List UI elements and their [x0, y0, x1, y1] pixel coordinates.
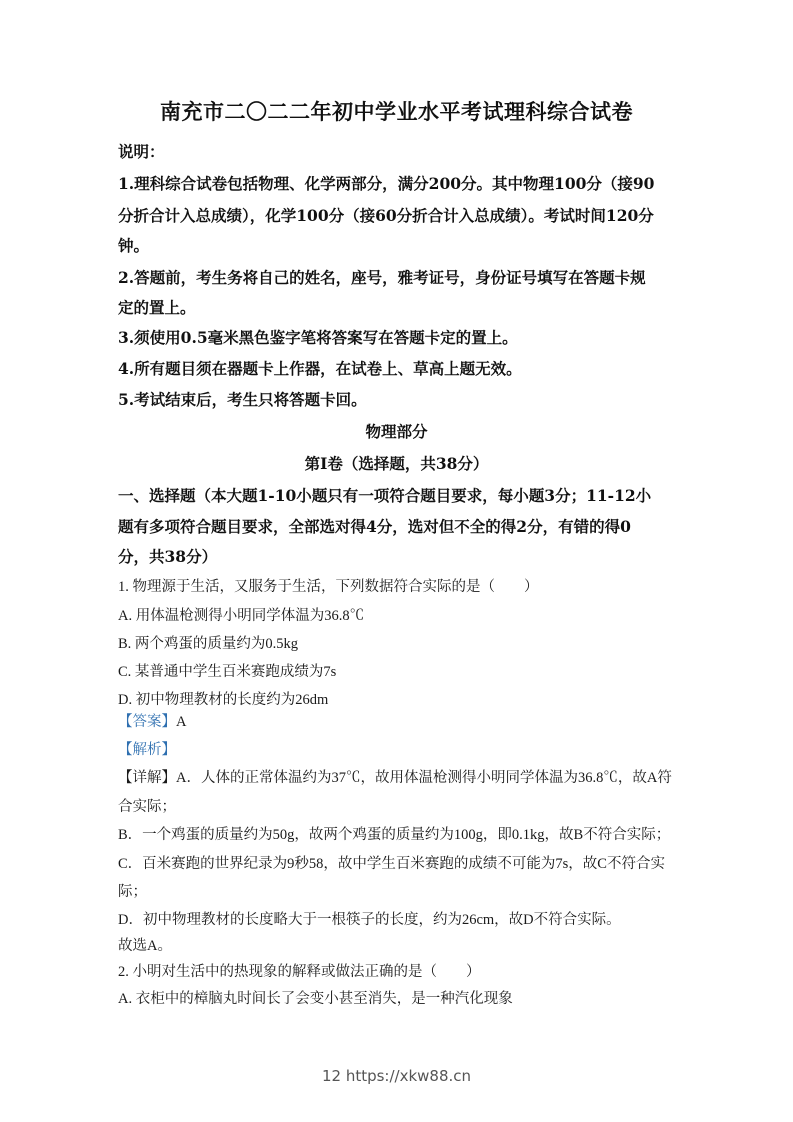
- instruction-line: 定的置上。: [118, 298, 196, 317]
- page-title: 南充市二〇二二年初中学业水平考试理科综合试卷: [160, 99, 633, 124]
- analysis-tag: 【解析】: [118, 742, 176, 758]
- question-1-option-d: D. 初中物理教材的长度约为26dm: [118, 692, 329, 708]
- detail-line: D．初中物理教材的长度略大于一根筷子的长度，约为26cm，故D不符合实际。: [118, 912, 621, 928]
- section-intro-line: 题有多项符合题目要求，全部选对得4分，选对但不全的得2分，有错的得0: [118, 517, 631, 536]
- answer-line: [118, 710, 186, 731]
- question-1-option-b: B. 两个鸡蛋的质量约为0.5kg: [118, 636, 299, 652]
- question-1-stem: 1. 物理源于生活，又服务于生活，下列数据符合实际的是（ ）: [118, 579, 539, 595]
- detail-text: A．人体的正常体温约为37℃，故用体温枪测得小明同学体温为36.8℃，故A符: [176, 770, 672, 786]
- detail-line: C．百米赛跑的世界纪录为9秒58，故中学生百米赛跑的成绩不可能为7s，故C不符合实: [118, 856, 665, 872]
- answer-value: A: [176, 714, 187, 730]
- instructions-heading: 说明：: [118, 142, 165, 161]
- detail-line: [118, 766, 672, 787]
- answer-tag: 【答案】: [118, 714, 176, 730]
- detail-line: B．一个鸡蛋的质量约为50g，故两个鸡蛋的质量约为100g，即0.1kg，故B不符合实际；: [118, 827, 671, 843]
- question-2-stem: 2. 小明对生活中的热现象的解释或做法正确的是（ ）: [118, 964, 481, 980]
- conclusion-line: 故选A。: [118, 938, 172, 954]
- section-title: 物理部分: [365, 422, 428, 441]
- instruction-line: 5.考试结束后，考生只将答题卡回。: [118, 390, 367, 409]
- instruction-line: 钟。: [118, 236, 150, 255]
- question-2-option-a: A. 衣柜中的樟脑丸时间长了会变小甚至消失，是一种汽化现象: [118, 991, 513, 1007]
- question-1-option-a: A. 用体温枪测得小明同学体温为36.8℃: [118, 608, 365, 624]
- analysis-line: [118, 738, 176, 759]
- section-intro-line: 一、选择题（本大题1-10小题只有一项符合题目要求，每小题3分；11-12小: [118, 486, 652, 505]
- instruction-line: 分折合计入总成绩），化学100分（接60分折合计入总成绩）。考试时间120分: [118, 206, 654, 225]
- section-intro-line: 分，共38分）: [118, 547, 218, 566]
- detail-tag: 【详解】: [118, 770, 176, 786]
- instruction-line: 4.所有题目须在器题卡上作器，在试卷上、草高上题无效。: [118, 359, 522, 378]
- part-title: 第Ⅰ卷（选择题，共38分）: [304, 454, 489, 473]
- instruction-line: 3.须使用0.5毫米黑色鉴字笔将答案写在答题卡定的置上。: [118, 328, 518, 347]
- question-1-option-c: C. 某普通中学生百米赛跑成绩为7s: [118, 664, 337, 680]
- instruction-line: 2.答题前，考生务将自己的姓名，座号，雅考证号，身份证号填写在答题卡规: [118, 268, 646, 287]
- detail-line: 合实际；: [118, 799, 176, 815]
- detail-line: 际；: [118, 884, 147, 900]
- page-footer: 12 https://xkw88.cn: [321, 1067, 472, 1085]
- instruction-line: 1.理科综合试卷包括物理、化学两部分，满分200分。其中物理100分（接90: [118, 174, 655, 193]
